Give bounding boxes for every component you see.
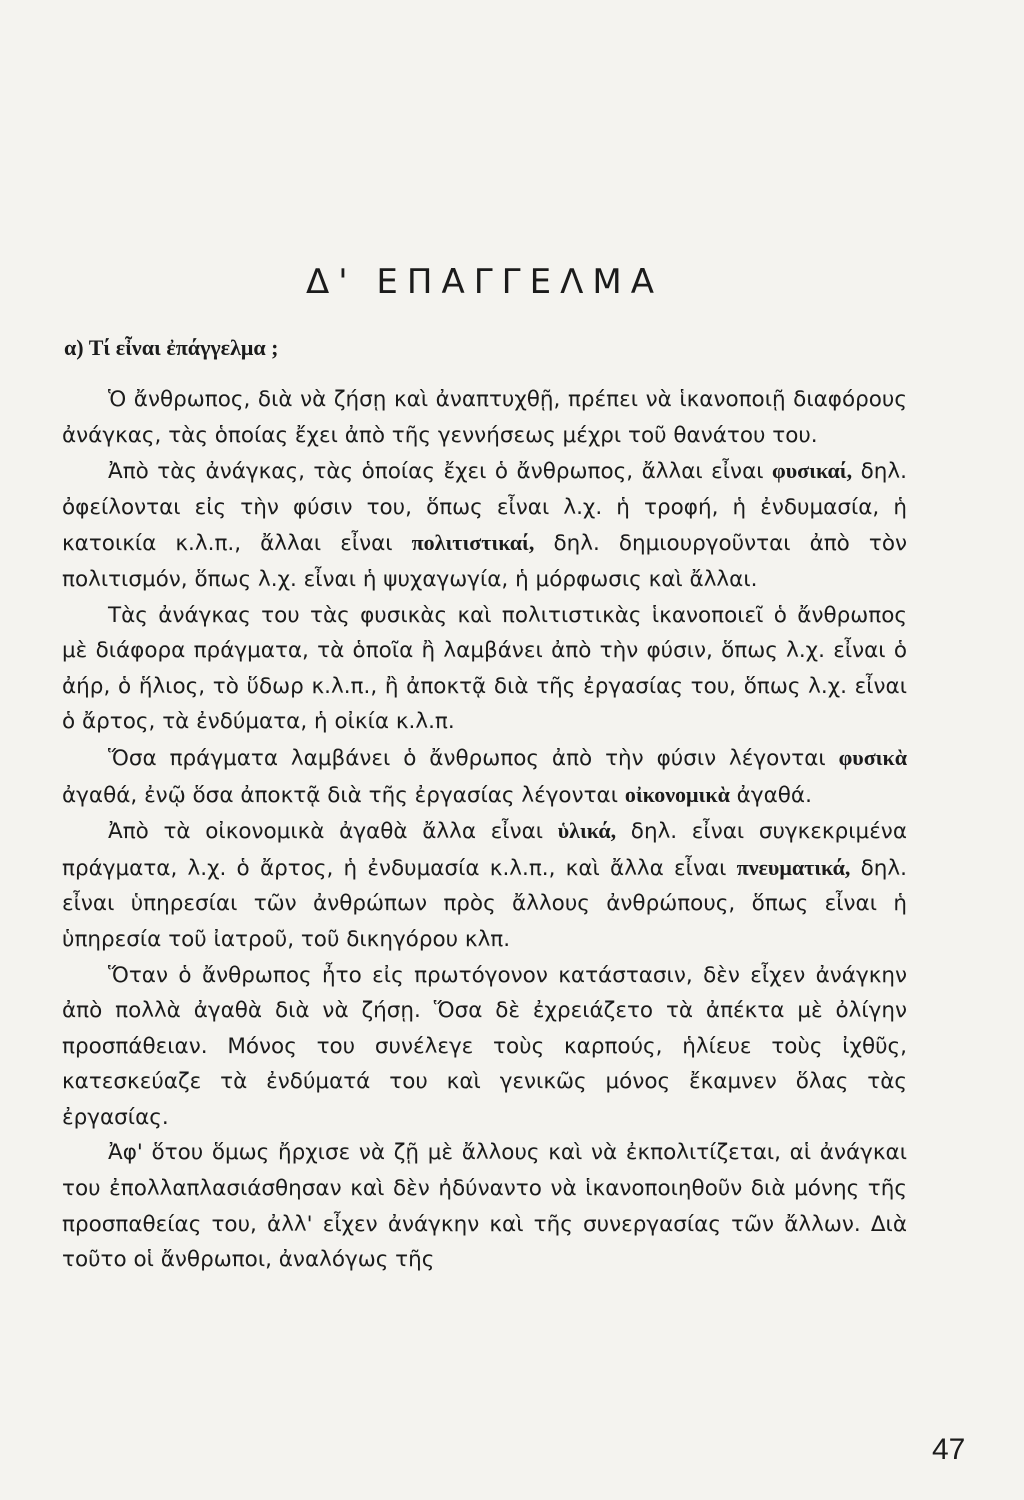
paragraph-2-part-1: Ἀπὸ τὰς ἀνάγκας, τὰς ὁποίας ἔχει ὁ ἄνθρωπος, ἄλλαι εἶναι — [108, 459, 773, 485]
paragraph-5-part-3: δηλ. εἶναι ὑπηρεσίαι τῶν ἀνθρώπων πρὸς ἄλλους ἀνθρώπους, ὅπως εἶναι ἡ ὑπηρεσία τοῦ ἰατροῦ, τοῦ δικηγόρου κλπ. — [62, 855, 907, 952]
paragraph-4-part-1: Ὅσα πράγματα λαμβάνει ὁ ἄνθρωπος ἀπὸ τὴν φύσιν λέγονται — [108, 745, 839, 771]
term-physical-needs: φυσικαί, — [772, 458, 853, 484]
paragraph-6: Ὅταν ὁ ἄνθρωπος ἦτο εἰς πρωτόγονον κατάστασιν, δὲν εἶχεν ἀνάγκην ἀπὸ πολλὰ ἀγαθὰ διὰ νὰ ζήσῃ. Ὅσα δὲ ἐχρειάζετο τὰ ἀπέκτα μὲ ὀλίγην προσπάθειαν. Μόνος του συνέλεγε τοὺς καρπούς, ἡλίευε τοὺς ἰχθῦς, κατεσκεύαζε τὰ ἐνδύματά του καὶ γενικῶς μόνος ἔκαμνεν ὅλας τὰς ἐργασίας. — [62, 962, 907, 1130]
term-cultural-needs: πολιτιστικαί, — [411, 530, 535, 556]
paragraph-2 — [62, 453, 907, 597]
paragraph-7: Ἀφ' ὅτου ὅμως ἤρχισε νὰ ζῇ μὲ ἄλλους καὶ νὰ ἐκπολιτίζεται, αἱ ἀνάγκαι του ἐπολλαπλασιάσθησαν καὶ δὲν ἠδύναντο νὰ ἱκανοποιηθοῦν διὰ μόνης τῆς προσπαθείας του, ἀλλ' εἶχεν ἀνάγκην καὶ τῆς συνεργασίας τῶν ἄλλων. Διὰ τοῦτο οἱ ἄνθρωποι, ἀναλόγως τῆς — [62, 1140, 907, 1273]
chapter-title: Δ' ΕΠΑΓΓΕΛΜΑ — [306, 262, 663, 302]
paragraph-5-part-1: Ἀπὸ τὰ οἰκονομικὰ ἀγαθὰ ἄλλα εἶναι — [108, 819, 558, 845]
page-number: 47 — [932, 1433, 966, 1466]
paragraph-4-part-2: ἀγαθά, ἐνῷ ὅσα ἀποκτᾷ διὰ τῆς ἐργασίας λέγονται — [62, 782, 625, 808]
paragraph-5-part-2: δηλ. εἶναι συγκεκριμένα πράγματα, λ.χ. ὁ ἄρτος, ἡ ἐνδυμασία κ.λ.π., καὶ ἄλλα εἶναι — [62, 819, 907, 881]
term-economic-goods: οἰκονομικὰ — [624, 781, 730, 807]
paragraph-2-part-3: δηλ. δημιουργοῦνται ἀπὸ τὸν πολιτισμόν, ὅπως λ.χ. εἶναι ἡ ψυχαγωγία, ἡ μόρφωσις καὶ ἄλλαι. — [62, 531, 907, 592]
paragraph-5 — [62, 813, 907, 957]
body-text — [62, 382, 907, 1278]
paragraph-1: Ὁ ἄνθρωπος, διὰ νὰ ζήσῃ καὶ ἀναπτυχθῇ, πρέπει νὰ ἱκανοποιῇ διαφόρους ἀνάγκας, τὰς ὁποίας ἔχει ἀπὸ τῆς γεννήσεως μέχρι τοῦ θανάτου του. — [62, 387, 907, 448]
term-material-goods: ὑλικά, — [557, 818, 617, 844]
paragraph-2-part-2: δηλ. ὀφείλονται εἰς τὴν φύσιν του, ὅπως εἶναι λ.χ. ἡ τροφή, ἡ ἐνδυμασία, ἡ κατοικία κ.λ.π., ἄλλαι εἶναι — [62, 459, 907, 557]
paragraph-4 — [62, 740, 907, 813]
section-heading: α) Τί εἶναι ἐπάγγελμα ; — [64, 335, 279, 360]
paragraph-3: Τὰς ἀνάγκας του τὰς φυσικὰς καὶ πολιτιστικὰς ἱκανοποιεῖ ὁ ἄνθρωπος μὲ διάφορα πράγματα, τὰ ὁποῖα ἢ λαμβάνει ἀπὸ τὴν φύσιν, ὅπως λ.χ. εἶναι ὁ ἀήρ, ὁ ἥλιος, τὸ ὕδωρ κ.λ.π., ἢ ἀποκτᾷ διὰ τῆς ἐργασίας του, ὅπως λ.χ. εἶναι ὁ ἄρτος, τὰ ἐνδύματα, ἡ οἰκία κ.λ.π. — [62, 602, 907, 735]
paragraph-4-part-3: ἀγαθά. — [729, 782, 812, 808]
term-natural-goods: φυσικὰ — [838, 744, 907, 770]
term-spiritual-goods: πνευματικά, — [736, 854, 851, 880]
book-page — [62, 0, 966, 1500]
